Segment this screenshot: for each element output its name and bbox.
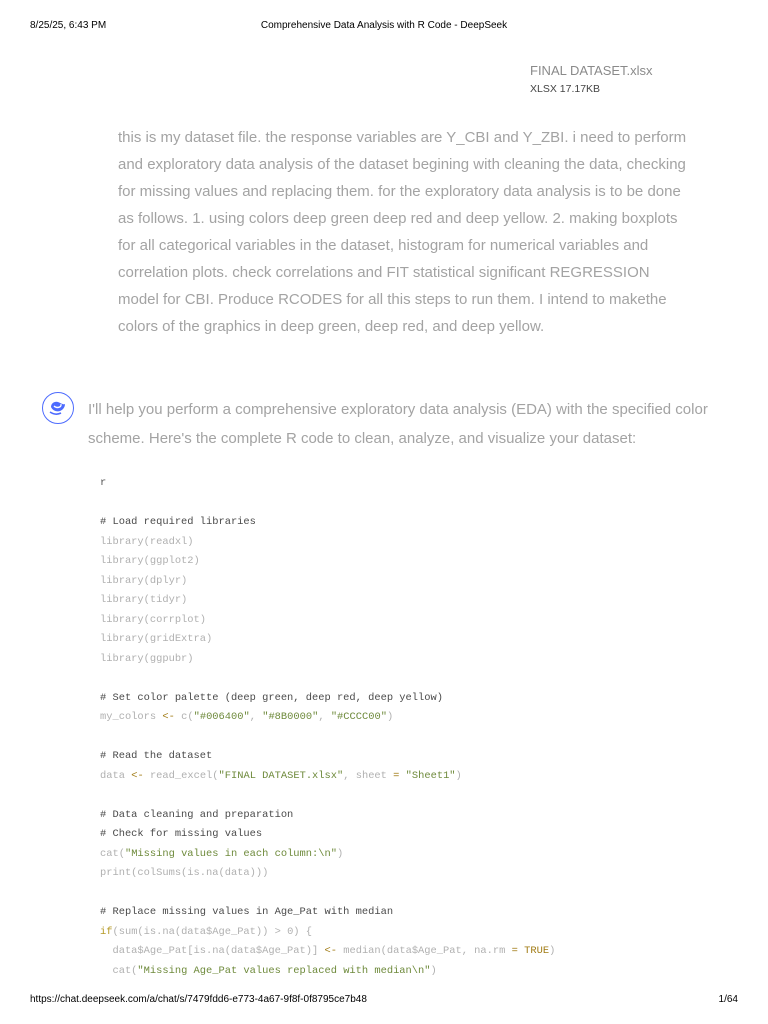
code-line: library(dplyr) (100, 574, 188, 587)
attachment-meta: XLSX 17.17KB (530, 83, 601, 95)
attachment-filename[interactable]: FINAL DATASET.xlsx (530, 63, 653, 78)
code-block[interactable] (100, 474, 720, 981)
whale-logo-icon (48, 398, 68, 418)
code-line: my_colors <- c("#006400", "#8B0000", "#CCCC00") (100, 711, 394, 723)
code-line: print(colSums(is.na(data))) (100, 867, 269, 879)
code-line: if(sum(is.na(data$Age_Pat)) > 0) { (100, 925, 313, 938)
code-line: library(gridExtra) (100, 633, 213, 645)
code-line: cat("Missing Age_Pat values replaced with median\n") (100, 964, 437, 977)
print-title: Comprehensive Data Analysis with R Code - DeepSeek (260, 20, 508, 31)
code-language-label: r (100, 477, 107, 489)
code-line: data$Age_Pat[is.na(data$Age_Pat)] <- median(data$Age_Pat, na.rm = TRUE) (100, 945, 556, 957)
code-comment: # Read the dataset (100, 750, 213, 762)
code-comment: # Data cleaning and preparation (100, 808, 294, 821)
file-attachment[interactable] (530, 62, 653, 96)
print-datetime: 8/25/25, 6:43 PM (30, 20, 107, 31)
code-line: library(ggplot2) (100, 555, 200, 567)
code-comment: # Check for missing values (100, 828, 263, 840)
code-line: data <- read_excel("FINAL DATASET.xlsx", sheet = "Sheet1") (100, 769, 462, 782)
deepseek-whale-icon (42, 392, 74, 424)
page-url: https://chat.deepseek.com/a/chat/s/7479fdd6-e773-4a67-9f8f-0f8795ce7b48 (30, 994, 367, 1005)
code-comment: # Set color palette (deep green, deep red, deep yellow) (100, 691, 443, 704)
code-line: library(ggpubr) (100, 652, 194, 665)
page-number: 1/64 (718, 994, 738, 1005)
code-line: cat("Missing values in each column:\n") (100, 847, 344, 860)
code-comment: # Load required libraries (100, 516, 256, 528)
user-message: this is my dataset file. the response variables are Y_CBI and Y_ZBI. i need to perform and exploratory data analysis of the dataset begining with cleaning the data, checking for missing values and replacing them. for the exploratory data analysis is to be done as follows. 1. using colors deep green deep red and deep yellow. 2. making boxplots for all categorical variables in the dataset, histogram for numerical variables and correlation plots. check correlations and FIT statistical significant REGRESSION model for CBI. Produce RCODES for all this steps to run them. I intend to makethe colors of the graphics in deep green, deep red, and deep yellow. (118, 129, 687, 335)
code-line: library(readxl) (100, 535, 194, 548)
code-comment: # Replace missing values in Age_Pat with median (100, 906, 394, 918)
code-line: library(corrplot) (100, 613, 207, 626)
code-line: library(tidyr) (100, 594, 188, 606)
assistant-intro: I'll help you perform a comprehensive exploratory data analysis (EDA) with the specified color scheme. Here's the complete R code to clean, analyze, and visualize your dataset: (88, 401, 708, 447)
print-header (0, 0, 768, 50)
